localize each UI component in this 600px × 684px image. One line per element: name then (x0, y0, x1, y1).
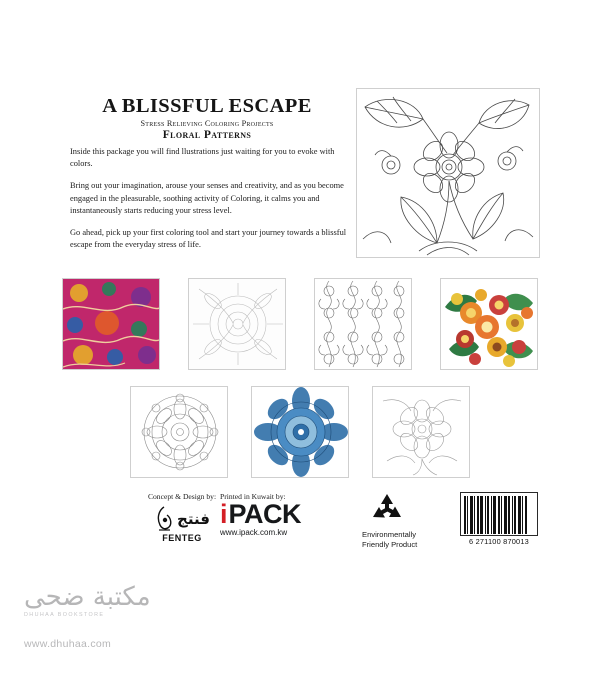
ipack-logo (220, 499, 380, 529)
description-text (70, 146, 352, 261)
fenteg-arabic-text: فنتج (177, 509, 210, 528)
environment-line-2: Friendly Product (362, 540, 418, 550)
ipack-logo-i: i (220, 499, 228, 529)
fenteg-mark-icon (154, 506, 174, 532)
watermark-arabic-text: مكتبة ضحى (24, 582, 151, 612)
page-subtitle: Stress Relieving Coloring Projects (140, 118, 274, 128)
fenteg-logo (132, 506, 232, 532)
barcode-bars (464, 496, 534, 534)
thumb-magenta-paisley (62, 278, 160, 370)
concept-label: Concept & Design by: (147, 492, 217, 501)
ipack-url: www.ipack.com.kw (220, 527, 288, 537)
footer-credits (62, 492, 538, 562)
series-title: Floral Patterns (162, 128, 252, 141)
thumb-colored-flower-bouquet (440, 278, 538, 370)
environment-line-1: Environmentally (362, 530, 417, 539)
watermark (24, 584, 174, 660)
thumbnail-row-2 (130, 386, 470, 478)
barcode-block (460, 492, 538, 546)
thumb-fine-line-sketch (188, 278, 286, 370)
barcode-box (460, 492, 538, 536)
printer-credit-block (220, 492, 380, 537)
title-block (82, 96, 332, 141)
watermark-subtitle: DHUHAA BOOKSTORE (24, 612, 105, 618)
cover-artwork-area (62, 88, 538, 570)
description-paragraph-1: Inside this package you will find llustrations just waiting for you to evoke with colors. (70, 147, 335, 169)
thumb-blue-mandala (251, 386, 349, 478)
hero-floral-line-art (356, 88, 540, 258)
fenteg-brand-name: FENTEG (162, 533, 202, 543)
environment-text (362, 530, 472, 551)
recycle-icon (370, 509, 404, 526)
printed-label: Printed in Kuwait by: (220, 492, 286, 501)
thumbnail-row-1 (62, 278, 538, 370)
thumb-floral-border-strips (314, 278, 412, 370)
concept-credit-block (132, 492, 232, 543)
thumb-flower-outline (372, 386, 470, 478)
environment-block (362, 492, 472, 551)
description-paragraph-3: Go ahead, pick up your first coloring tool and start your journey towards a blissful escape from the everyday stress of life. (70, 227, 347, 250)
description-paragraph-2: Bring out your imagination, arouse your senses and creativity, and as you become engaged in the pleasurable, soothing activity of Coloring, it calms you and instantaneously starts reducing your stress level. (70, 181, 344, 215)
thumb-mandala-outline (130, 386, 228, 478)
ipack-logo-pack: PACK (228, 499, 302, 529)
barcode-number: 6 271100 870013 (469, 537, 529, 546)
watermark-url: www.dhuhaa.com (24, 638, 112, 650)
page-title: A BLISSFUL ESCAPE (102, 95, 312, 117)
